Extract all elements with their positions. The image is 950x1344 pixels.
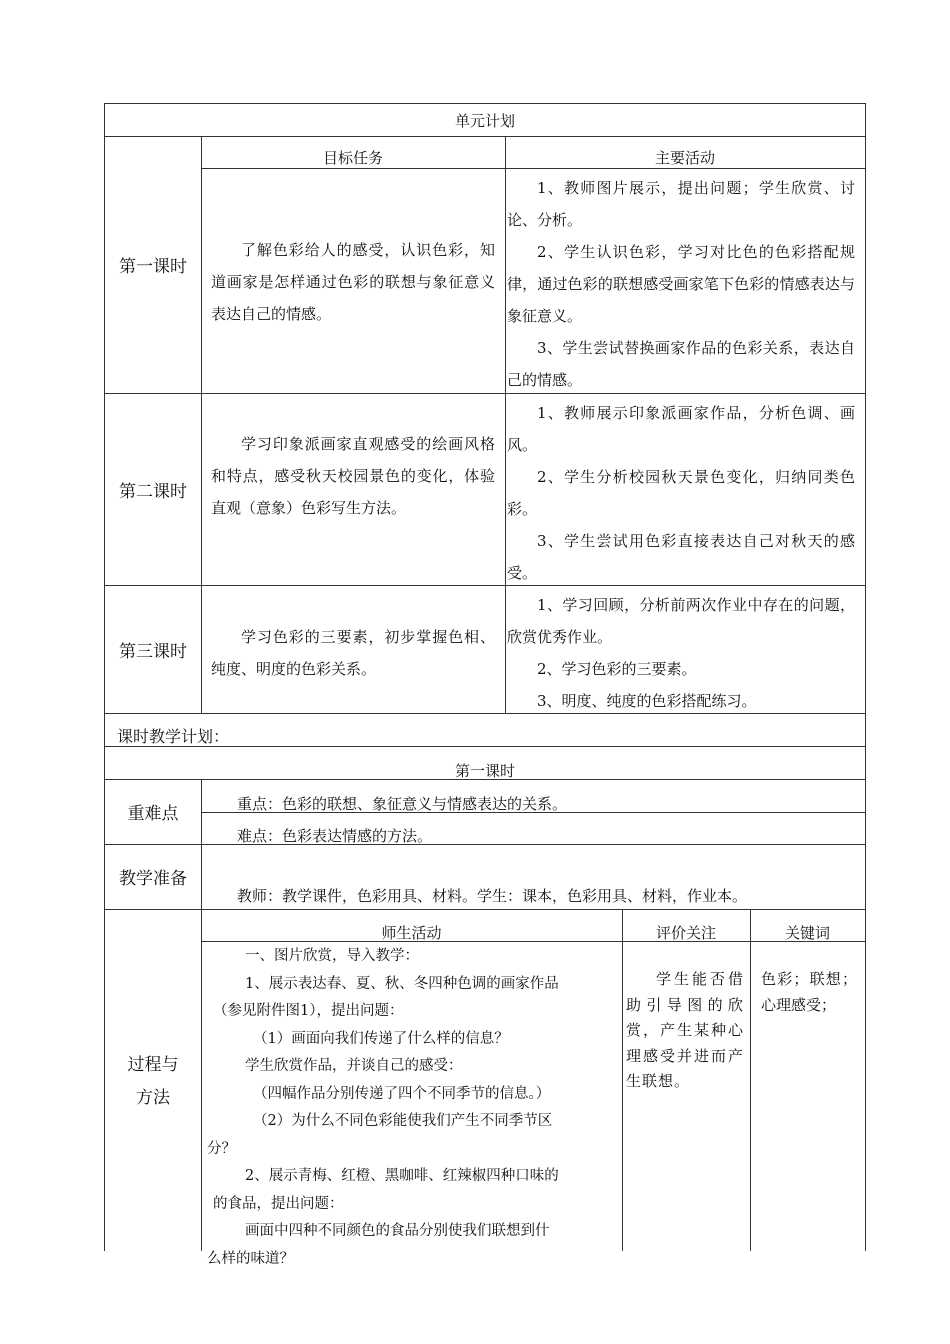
difficult-point: 难点：色彩表达情感的方法。 bbox=[237, 827, 433, 845]
activity-item: 2、学生分析校园秋天景色变化，归纳同类色彩。 bbox=[507, 468, 855, 518]
column-header-activity: 主要活动 bbox=[654, 148, 715, 167]
process-label: 过程与 方法 bbox=[127, 1055, 179, 1108]
preparation-label: 教学准备 bbox=[119, 869, 187, 889]
lesson-plan-table bbox=[104, 103, 866, 1267]
process-line: 1、展示表达春、夏、秋、冬四种色调的画家作品 bbox=[245, 975, 559, 992]
lesson-2-label: 第二课时 bbox=[119, 481, 187, 502]
activity-item: 1、教师图片展示，提出问题；学生欣赏、讨论、分析。 bbox=[507, 179, 855, 229]
lesson-title: 第一课时 bbox=[454, 761, 515, 780]
row-divider bbox=[105, 136, 865, 137]
lesson-3-label: 第三课时 bbox=[119, 641, 187, 662]
process-line: （四幅作品分别传递了四个不同季节的信息。） bbox=[253, 1085, 551, 1102]
process-line: （2）为什么不同色彩能使我们产生不同季节区 bbox=[253, 1113, 553, 1129]
lesson-2-goal: 学习印象派画家直观感受的绘画风格和特点，感受秋天校园景色的变化，体验直观（意象）色彩写生方法。 bbox=[211, 435, 495, 517]
activity-item: 2、学习色彩的三要素。 bbox=[537, 660, 697, 678]
col-divider bbox=[201, 779, 202, 909]
unit-plan-title: 单元计划 bbox=[454, 111, 515, 130]
keywords-text: 色彩；联想；心理感受； bbox=[761, 970, 857, 1014]
activity-item: 2、学生认识色彩，学习对比色的色彩搭配规律，通过色彩的联想感受画家笔下色彩的情感表达与象征意义。 bbox=[507, 243, 855, 325]
process-line: 2、展示青梅、红橙、黑咖啡、红辣椒四种口味的 bbox=[245, 1168, 559, 1184]
column-header-evaluation: 评价关注 bbox=[655, 923, 716, 942]
key-points-label: 重难点 bbox=[127, 804, 179, 824]
lesson-plan-heading: 课时教学计划： bbox=[117, 727, 230, 746]
lesson-3-goal: 学习色彩的三要素，初步掌握色相、纯度、明度的色彩关系。 bbox=[211, 628, 495, 678]
activity-item: 3、学生尝试用色彩直接表达自己对秋天的感受。 bbox=[507, 532, 855, 582]
process-line: 分？ bbox=[207, 1140, 236, 1157]
lesson-1-label: 第一课时 bbox=[119, 257, 187, 277]
activity-item: 3、学生尝试替换画家作品的色彩关系，表达自己的情感。 bbox=[507, 339, 855, 389]
process-line: 一、图片欣赏，导入教学： bbox=[245, 948, 419, 964]
column-header-teacher-student-activity: 师生活动 bbox=[381, 923, 442, 942]
row-divider bbox=[105, 909, 865, 910]
process-activities bbox=[205, 943, 619, 1273]
process-line: 学生欣赏作品，并谈自己的感受： bbox=[245, 1058, 463, 1074]
key-point: 重点：色彩的联想、象征意义与情感表达的关系。 bbox=[237, 795, 568, 813]
lesson-1-activities bbox=[507, 172, 855, 396]
process-line: 的食品，提出问题： bbox=[213, 1195, 344, 1212]
column-header-keywords: 关键词 bbox=[784, 923, 830, 942]
lesson-3-activities bbox=[507, 589, 855, 717]
preparation-text: 教师：教学课件，色彩用具、材料。学生：课本，色彩用具、材料，作业本。 bbox=[237, 887, 748, 905]
process-line: 么样的味道？ bbox=[207, 1250, 294, 1267]
activity-item: 1、教师展示印象派画家作品，分析色调、画风。 bbox=[507, 404, 855, 454]
evaluation-text: 学生能否借助引导图的欣赏，产生某种心理感受并进而产生联想。 bbox=[626, 970, 744, 1090]
lesson-2-activities bbox=[507, 397, 855, 589]
col-divider bbox=[750, 909, 751, 1251]
col-divider bbox=[505, 136, 506, 713]
process-line: 画面中四种不同颜色的食品分别使我们联想到什 bbox=[245, 1223, 550, 1239]
col-divider bbox=[201, 136, 202, 713]
col-divider bbox=[622, 909, 623, 1251]
activity-item: 3、明度、纯度的色彩搭配练习。 bbox=[537, 692, 757, 710]
col-divider bbox=[201, 909, 202, 1251]
activity-item: 1、学习回顾，分析前两次作业中存在的问题，欣赏优秀作业。 bbox=[507, 596, 855, 646]
column-header-goal: 目标任务 bbox=[322, 148, 383, 167]
lesson-1-goal: 了解色彩给人的感受，认识色彩，知道画家是怎样通过色彩的联想与象征意义表达自己的情感。 bbox=[211, 241, 495, 323]
process-line: （参见附件图1），提出问题： bbox=[213, 1003, 404, 1019]
process-line: （1）画面向我们传递了什么样的信息？ bbox=[253, 1030, 509, 1047]
